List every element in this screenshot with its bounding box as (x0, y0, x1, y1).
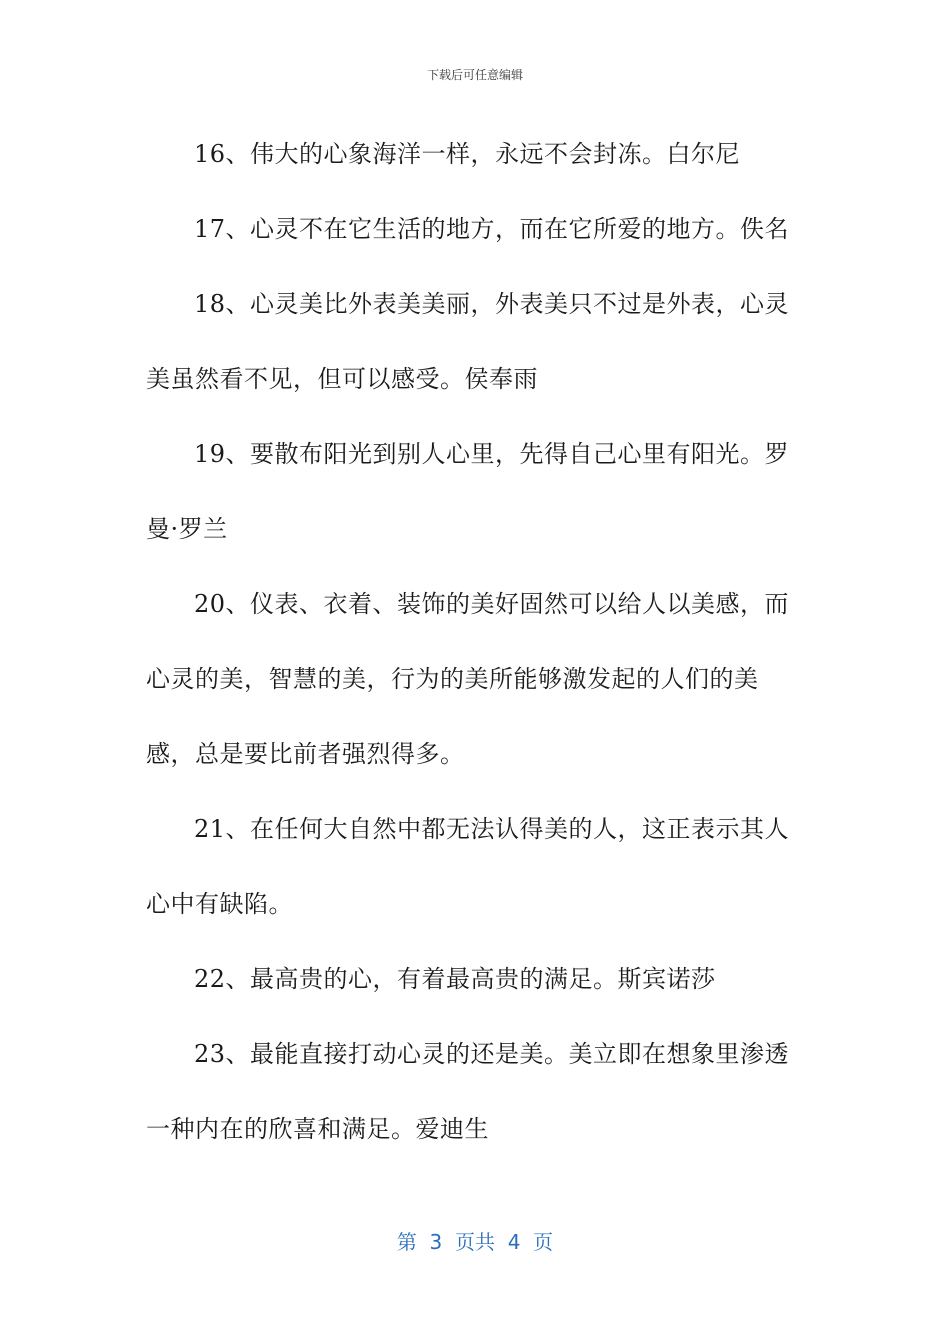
quote-paragraph-23: 23、最能直接打动心灵的还是美。美立即在想象里渗透一种内在的欣喜和满足。爱迪生 (146, 1040, 790, 1143)
quote-paragraph-16: 16、伟大的心象海洋一样，永远不会封冻。白尔尼 (194, 140, 741, 168)
quote-paragraph-17: 17、心灵不在它生活的地方，而在它所爱的地方。佚名 (194, 215, 790, 243)
quote-paragraph-20: 20、仪表、衣着、装饰的美好固然可以给人以美感，而心灵的美，智慧的美，行为的美所能够激发起的人们的美感，总是要比前者强烈得多。 (146, 590, 790, 768)
quote-paragraph-21: 21、在任何大自然中都无法认得美的人，这正表示其人心中有缺陷。 (146, 815, 790, 918)
quote-paragraph-19: 19、要散布阳光到别人心里，先得自己心里有阳光。罗曼·罗兰 (146, 440, 790, 543)
page-number-footer: 第 3 页共 4 页 (396, 1230, 554, 1254)
quote-paragraph-18: 18、心灵美比外表美美丽，外表美只不过是外表，心灵美虽然看不见，但可以感受。侯奉雨 (146, 290, 790, 393)
document-body (146, 117, 796, 1167)
quote-paragraph-22: 22、最高贵的心，有着最高贵的满足。斯宾诺莎 (194, 965, 716, 993)
page-header-note: 下载后可任意编辑 (426, 68, 523, 82)
